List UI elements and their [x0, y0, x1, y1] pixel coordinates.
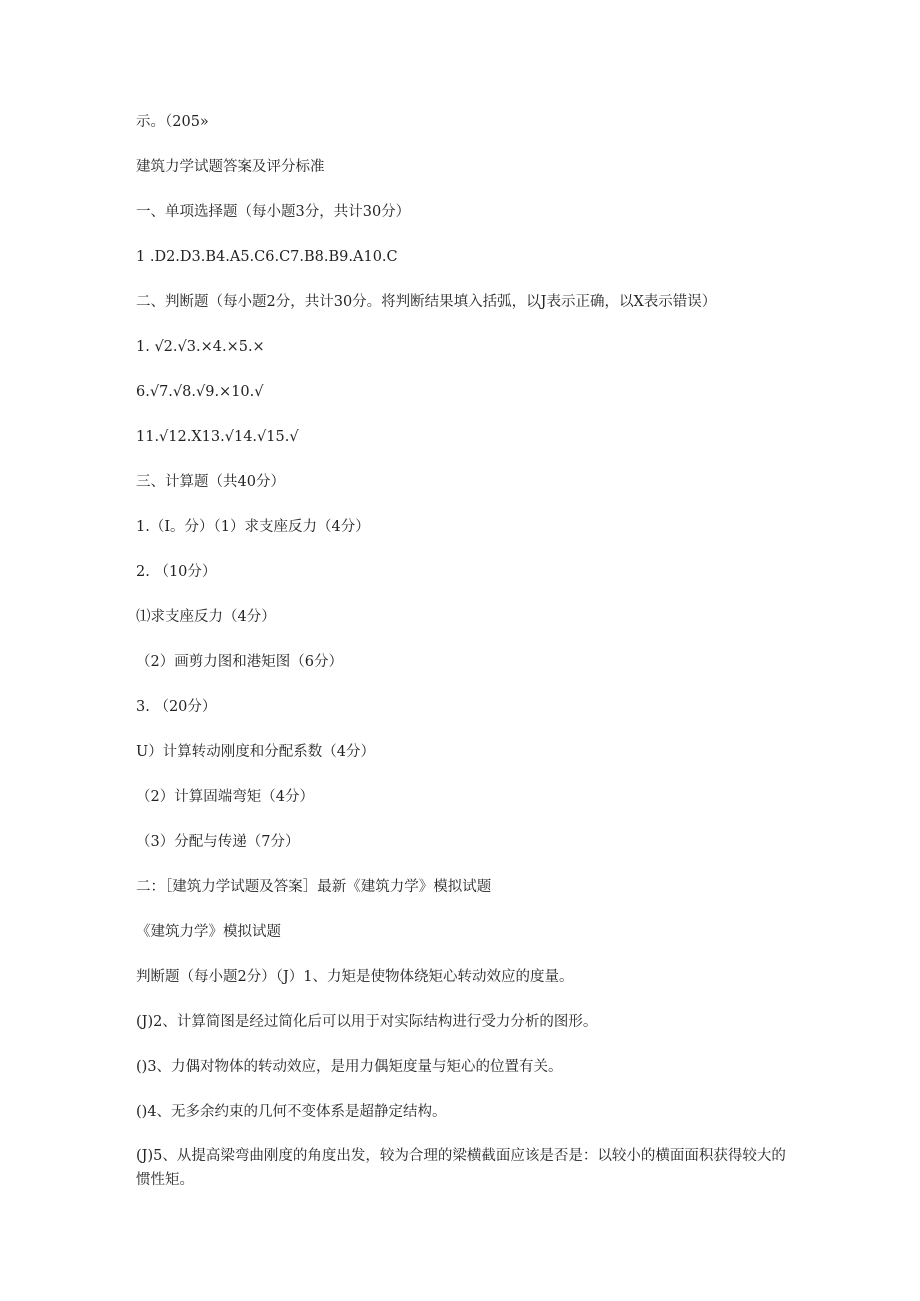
- question-judgment-5: (J)5、从提高梁弯曲刚度的角度出发，较为合理的梁横截面应该是否是：以较小的横面面积获得较大的惯性矩。: [136, 1148, 786, 1188]
- heading-answer-key: 建筑力学试题答案及评分标准: [136, 159, 325, 175]
- answers-multiple-choice: 1 .D2.D3.B4.A5.C6.C7.B8.B9.A10.C: [136, 249, 398, 265]
- answers-true-false-11-15: 11.√12.X13.√14.√15.√: [136, 429, 299, 445]
- calc-item-3-step-2: （2）计算固端弯矩（4分）: [136, 789, 314, 805]
- calc-item-3-step-3: （3）分配与传递（7分）: [136, 834, 300, 850]
- heading-mock-exam: 《建筑力学》模拟试题: [136, 924, 281, 940]
- question-judgment-1: 判断题（每小题2分）（J）1、力矩是使物体绕矩心转动效应的度量。: [136, 969, 574, 985]
- section-calculation: 三、计算题（共40分）: [136, 474, 285, 490]
- answers-true-false-1-5: 1. √2.√3.×4.×5.×: [136, 339, 265, 355]
- calc-item-2-step-1: ⑴求支座反力（4分）: [136, 609, 276, 625]
- question-judgment-3: ()3、力偶对物体的转动效应，是用力偶矩度量与矩心的位置有关。: [136, 1059, 563, 1075]
- question-judgment-4: ()4、无多余约束的几何不变体系是超静定结构。: [136, 1104, 447, 1120]
- answers-true-false-6-10: 6.√7.√8.√9.×10.√: [136, 384, 264, 400]
- calc-item-2: 2. （10分）: [136, 564, 217, 580]
- calc-item-2-step-2: （2）画剪力图和港矩图（6分）: [136, 654, 343, 670]
- calc-item-3: 3. （20分）: [136, 699, 217, 715]
- heading-mock-exam-section: 二：［建筑力学试题及答案］最新《建筑力学》模拟试题: [136, 879, 492, 895]
- text-line-continuation: 示。（205»: [136, 114, 209, 130]
- calc-item-3-step-1: U）计算转动刚度和分配系数（4分）: [136, 744, 375, 760]
- calc-item-1: 1.（I。分）（1）求支座反力（4分）: [136, 519, 370, 535]
- section-true-false: 二、判断题（每小题2分，共计30分。将判断结果填入括弧，以J表示正确，以X表示错误）: [136, 294, 717, 310]
- section-multiple-choice: 一、单项选择题（每小题3分，共计30分）: [136, 204, 411, 220]
- question-judgment-2: (J)2、计算简图是经过简化后可以用于对实际结构进行受力分析的图形。: [136, 1014, 598, 1030]
